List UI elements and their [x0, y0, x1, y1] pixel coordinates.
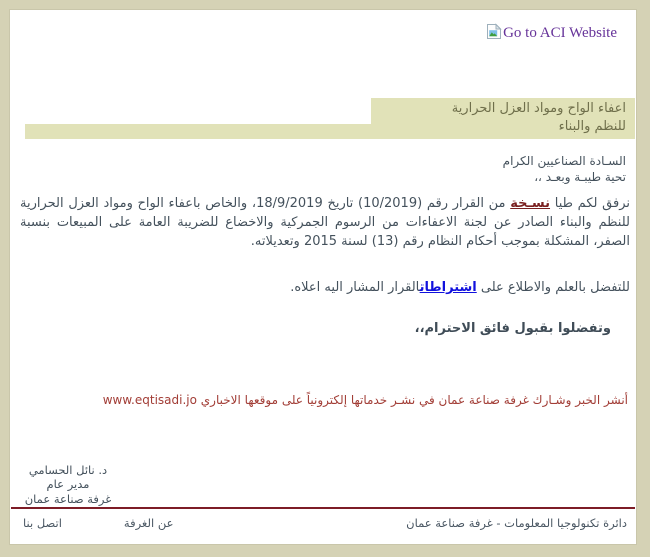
- aci-website-link[interactable]: [486, 25, 617, 41]
- title-banner-box: [371, 98, 635, 139]
- greeting-line1: السـادة الصناعيين الكرام: [502, 154, 626, 168]
- signature-block: [16, 463, 120, 507]
- footer-contact-link[interactable]: اتصل بنا: [23, 516, 62, 530]
- publicity-line: [20, 393, 628, 407]
- footer-about-link[interactable]: عن الغرفة: [123, 516, 174, 530]
- decision-copy-link[interactable]: نسـخة: [510, 196, 551, 211]
- paragraph1-text-before: نرفق لكم طيا: [550, 196, 631, 211]
- footer-department-label: دائرة تكنولوجيا المعلومات - غرفة صناعة عمان: [406, 516, 627, 530]
- letter-paragraph-2: [20, 278, 630, 297]
- page-title-line1: اعفاء الواح ومواد العزل الحرارية: [451, 101, 626, 116]
- paragraph2-text-before: للتفضل بالعلم والاطلاع على: [476, 280, 630, 295]
- paragraph2-text-after: القرار المشار اليه اعلاه.: [290, 280, 420, 295]
- closing-line: وتفضلوا بقبول فائق الاحترام،،: [414, 321, 611, 336]
- letter-sheet: [9, 9, 637, 545]
- signature-name: د. نائل الحسامي: [28, 462, 108, 477]
- eqtisadi-url-link[interactable]: www.eqtisadi.jo: [102, 393, 197, 407]
- aci-link-row: [10, 22, 636, 42]
- broken-image-icon: [486, 23, 502, 40]
- conditions-link[interactable]: اشتراطات: [419, 280, 477, 295]
- footer-divider-rule: [11, 507, 635, 509]
- aci-website-link-label: Go to ACI Website: [503, 25, 617, 41]
- greeting-line2: تحية طيبـة وبعـد ،،: [534, 170, 626, 184]
- signature-role: مدير عام: [46, 477, 90, 491]
- page-title-line2: للنظم والبناء: [558, 119, 626, 134]
- letter-paragraph-1: [20, 194, 630, 251]
- paragraph1-text-after: من القرار رقم (10/2019) تاريخ 18/9/2019، والخاص باعفاء الواح ومواد العزل الحرارية للنظم والبناء الصادر عن لجنة الاعفاءات من الرسوم الجمركية والاخضاع للضريبة العامة على المبيعات بنسبة الصفر، المشكلة بموجب أحكام النظام رقم (13) لسنة 2015 وتعديلاته.: [20, 196, 630, 249]
- footer-nav: [11, 514, 635, 532]
- publicity-text: أنشر الخبر وشـارك غرفة صناعة عمان في نشـر خدماتها إلكترونياً على موقعها الاخباري: [196, 393, 628, 407]
- title-banner: [10, 98, 636, 139]
- greeting-block: [10, 153, 636, 185]
- signature-org: غرفة صناعة عمان: [24, 491, 112, 506]
